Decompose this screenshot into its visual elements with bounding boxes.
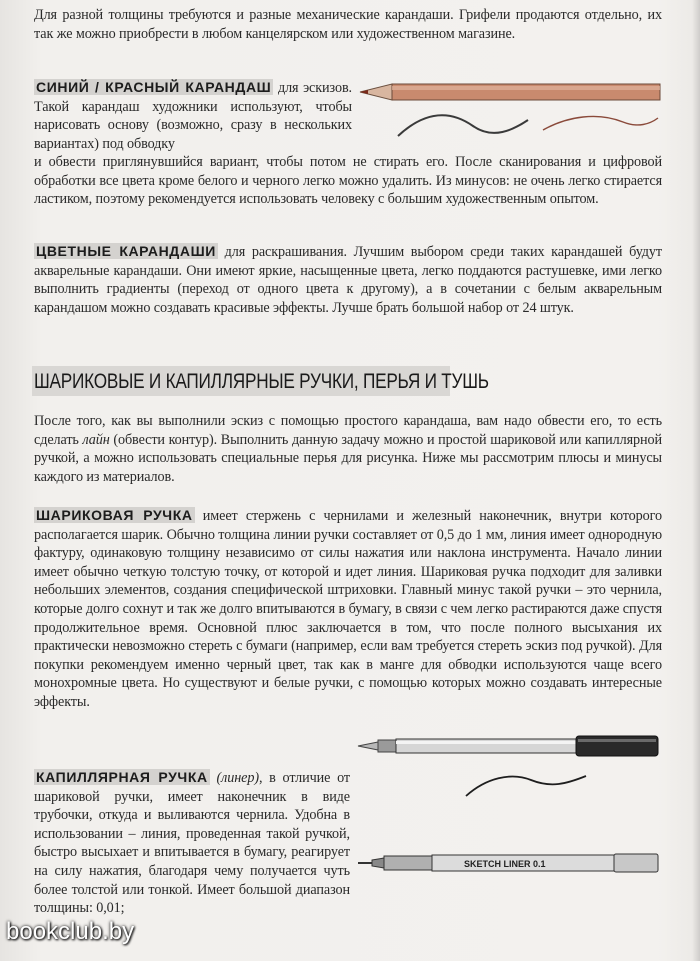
section-intro-part-1: После того, как вы выполнили эскиз с помощью простого карандаша, вам надо обвести его, то есть сделать: [34, 413, 662, 448]
watermark-text: bookclub.by: [6, 918, 135, 945]
blue-red-pencil-paragraph: [34, 78, 352, 153]
section-intro-text: [34, 412, 662, 486]
page-edge-shadow: [692, 0, 700, 961]
ballpoint-heading: ШАРИКОВАЯ РУЧКА: [36, 507, 193, 523]
capillary-italic: (линер): [216, 770, 259, 786]
capillary-section: [34, 768, 350, 918]
section-title: ШАРИКОВЫЕ И КАПИЛЛЯРНЫЕ РУЧКИ, ПЕРЬЯ И ТУШЬ: [34, 370, 489, 393]
blue-red-pencil-heading: СИНИЙ / КРАСНЫЙ КАРАНДАШ: [36, 79, 272, 95]
red-pencil-illustration: [358, 78, 668, 148]
color-pencils-section: [34, 242, 662, 317]
section-intro-italic-term: лайн: [82, 431, 110, 448]
capillary-heading: КАПИЛЛЯРНАЯ РУЧКА: [36, 769, 208, 785]
blue-red-pencil-continued: [34, 153, 662, 209]
color-pencils-paragraph: [34, 242, 662, 317]
section-intro-part-2: (обвести контур). Выполнить данную задачу можно и простой шариковой или капиллярной ручкой, а можно использовать специальные перья для рисунка. Ниже мы рассмотрим плюсы и минусы каждого из материалов.: [34, 431, 662, 485]
ballpoint-section: [34, 506, 662, 712]
capillary-paragraph: [34, 768, 350, 918]
blue-red-pencil-text-1: для эскизов. Такой карандаш художники используют, чтобы нарисовать основу (возможно, сразу в нескольких вариантах) под обводку: [34, 80, 353, 152]
ballpoint-pen-illustration: [356, 732, 666, 812]
section-intro: [34, 412, 662, 486]
ballpoint-paragraph: [34, 506, 662, 712]
liner-pen-illustration: [356, 846, 666, 880]
color-pencils-text: для раскрашивания. Лучшим выбором среди таких карандашей будут акварельные карандаши. Они имеют яркие, насыщенные цвета, легко поддаются растушевке, ими легко выполнить градиенты (переход от одного цвета к другому), а в сочетании с белым акварельным карандашом можно создавать красивые эффекты. Лучше брать большой набор от 24 штук.: [34, 244, 663, 316]
liner-label: SKETCH LINER 0.1: [464, 859, 546, 869]
intro-paragraph: [34, 6, 662, 43]
blue-red-pencil-text-2: и обвести приглянувшийся вариант, чтобы потом не стирать его. После сканирования и цифровой обработки все цвета кроме белого и черного легко можно удалить. Из минусов: не очень легко стирается ластиком, поэтому рекомендуется использовать человеку с большим художественным опытом.: [34, 154, 662, 208]
blue-red-pencil-section: [34, 78, 352, 153]
ballpoint-text: имеет стержень с чернилами и железный наконечник, внутри которого располагается шарик. Обычно толщина линии ручки составляет от 0,5 до 1 мм, линия имеет однородную фактуру, одинаковую толщину независимо от силы нажатия или наклона инструмента. Начало линии имеет обычно четкую толстую точку, от которой и идет линия. Шариковая ручка подходит для заливки небольших элементов, создания специфической штриховки. Главный минус такой ручки – это чернила, которые долго сохнут и так же долго впитываются в бумагу, в связи с чем легко растираются даже спустя продолжительное время. Основной плюс заключается в том, что после полного высыхания их практически невозможно стереть с бумаги (например, если вам требуется стереть эскиз под ручкой). Для покупки рекомендуем именно черный цвет, так как в манге для обводки используются чаще всего монохромные цвета. Но существуют и белые ручки, с помощью которых можно создавать интересные эффекты.: [34, 508, 662, 710]
color-pencils-heading: ЦВЕТНЫЕ КАРАНДАШИ: [36, 243, 216, 259]
capillary-text: , в отличие от шариковой ручки, имеет наконечник в виде трубочки, откуда и выливаются чернила. Удобна в использовании – линия, проведенная такой ручкой, быстро высыхает и впитывается в бумагу, реагирует на силу нажатия, благодаря чему получается чуть более толстой или тонкой. Имеет большой диапазон толщины: 0,01;: [34, 770, 350, 917]
intro-text: Для разной толщины требуются и разные механические карандаши. Грифели продаются отдельно, их так же можно приобрести в любом канцелярском или художественном магазине.: [34, 7, 662, 42]
